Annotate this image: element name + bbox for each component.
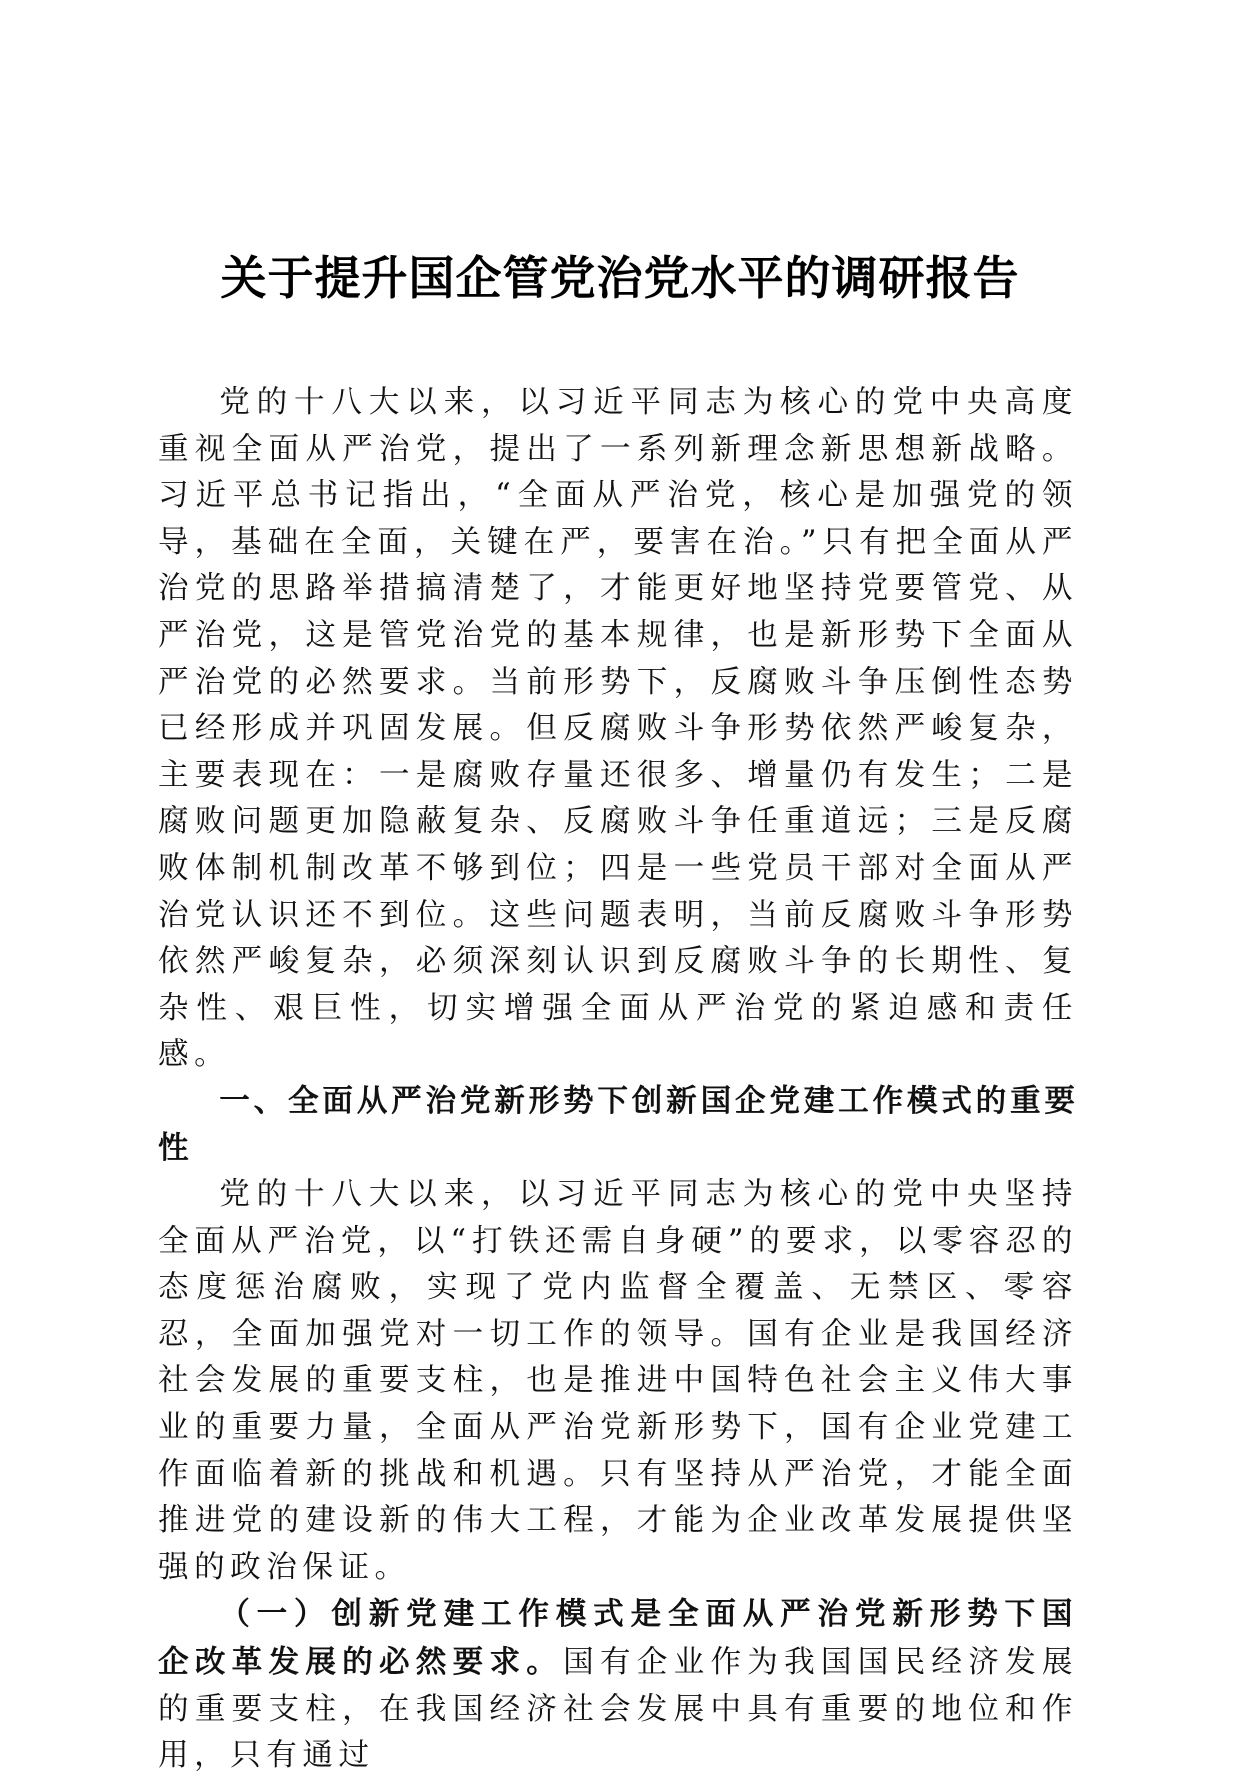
subsection-1-paragraph	[158, 1591, 1078, 1779]
section-heading-1: 一、全面从严治党新形势下创新国企党建工作模式的重要性	[158, 1083, 1078, 1166]
section-1-paragraph: 党的十八大以来，以习近平同志为核心的党中央坚持全面从严治党，以“打铁还需自身硬”的要求，以零容忍的态度惩治腐败，实现了党内监督全覆盖、无禁区、零容忍，全面加强党对一切工作的领导。国有企业是我国经济社会发展的重要支柱，也是推进中国特色社会主义伟大事业的重要力量，全面从严治党新形势下，国有企业党建工作面临着新的挑战和机遇。只有坚持从严治党，才能全面推进党的建设新的伟大工程，才能为企业改革发展提供坚强的政治保证。	[158, 1177, 1078, 1585]
subsection-1-text: 国有企业作为我国国民经济发展的重要支柱，在我国经济社会发展中具有重要的地位和作用，只有通过	[158, 1645, 1078, 1774]
intro-paragraph: 党的十八大以来，以习近平同志为核心的党中央高度重视全面从严治党，提出了一系列新理念新思想新战略。习近平总书记指出，“全面从严治党，核心是加强党的领导，基础在全面，关键在严，要害在治。”只有把全面从严治党的思路举措搞清楚了，才能更好地坚持党要管党、从严治党，这是管党治党的基本规律，也是新形势下全面从严治党的必然要求。当前形势下，反腐败斗争压倒性态势已经形成并巩固发展。但反腐败斗争形势依然严峻复杂，主要表现在：一是腐败存量还很多、增量仍有发生；二是腐败问题更加隐蔽复杂、反腐败斗争任重道远；三是反腐败体制机制改革不够到位；四是一些党员干部对全面从严治党认识还不到位。这些问题表明，当前反腐败斗争形势依然严峻复杂，必须深刻认识到反腐败斗争的长期性、复杂性、艰巨性，切实增强全面从严治党的紧迫感和责任感。	[158, 385, 1078, 1073]
document-title: 关于提升国企管党治党水平的调研报告	[220, 251, 1020, 305]
document-body	[158, 380, 1078, 1780]
subsection-1-lead: （一）创新党建工作模式是全面从严治党新形势下国企改革发展的必然要求。	[158, 1596, 1078, 1681]
